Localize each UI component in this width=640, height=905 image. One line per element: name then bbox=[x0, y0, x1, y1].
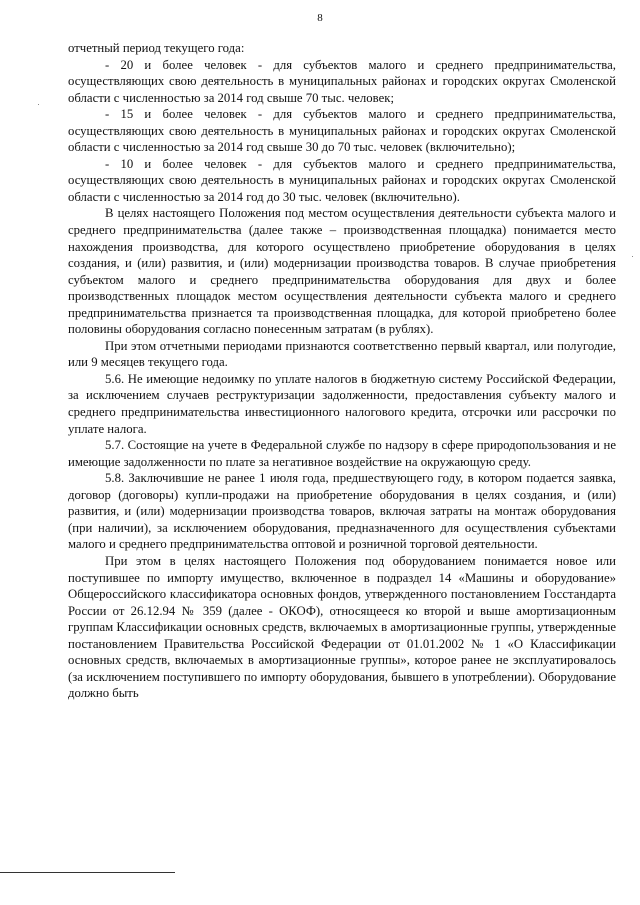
page-number: 8 bbox=[317, 12, 323, 24]
scan-speck bbox=[38, 104, 39, 105]
paragraph-clause-5-7: 5.7. Состоящие на учете в Федеральной службе по надзору в сфере природопользования и не имеющие задолженности по плате за негативное воздействие на окружающую среду. bbox=[68, 438, 616, 469]
paragraph-equipment-definition: При этом в целях настоящего Положения под оборудованием понимается новое или поступившее по импорту имущество, включенное в подраздел 14 «Машины и оборудование» Общероссийского классификатора основных фондов, утвержденного постановлением Госстандарта России от 26.12.94 № 359 (далее - ОКОФ), относящееся ко второй и выше амортизационным группам Классификации основных средств, включаемых в амортизационные группы, утвержденные постановлением Правительства Российской Федерации от 01.01.2002 № 1 «О Классификации основных средств, включаемых в амортизационные группы», которое ранее не эксплуатировалось (за исключением поступившего по импорту оборудования, бывшего в употреблении). Оборудование должно быть bbox=[68, 553, 616, 701]
document-body bbox=[68, 40, 616, 702]
paragraph-clause-5-6: 5.6. Не имеющие недоимку по уплате налогов в бюджетную систему Российской Федерации, за исключением случаев реструктуризации задолженности, предоставления субъекту малого и среднего предпринимательства инвестиционного налогового кредита, отсрочки или рассрочки по уплате налога. bbox=[68, 371, 616, 436]
footnote-rule bbox=[0, 872, 175, 873]
paragraph-reporting-periods: При этом отчетными периодами признаются соответственно первый квартал, или полугодие, или 9 месяцев текущего года. bbox=[68, 338, 616, 370]
paragraph-clause-5-8: 5.8. Заключившие не ранее 1 июля года, предшествующего году, в котором подается заявка, договор (договоры) купли-продажи на приобретение оборудования в целях создания, и (или) развития, и (или) модернизации производства товаров, включая затраты на монтаж оборудования (при наличии), за исключением оборудования, предназначенного для осуществления субъектами малого и среднего предпринимательства оптовой и розничной торговой деятельности. bbox=[68, 471, 616, 552]
paragraph-criterion-10: - 10 и более человек - для субъектов малого и среднего предпринимательства, осуществляющих свою деятельность в муниципальных районах и городских округах Смоленской области с численностью за 2014 год до 30 тыс. человек (включительно). bbox=[68, 156, 616, 204]
paragraph-criterion-15: - 15 и более человек - для субъектов малого и среднего предпринимательства, осуществляющих свою деятельность в муниципальных районах и городских округах Смоленской области с численностью за 2014 год свыше 30 до 70 тыс. человек (включительно); bbox=[68, 107, 616, 155]
paragraph-criterion-20: - 20 и более человек - для субъектов малого и среднего предпринимательства, осуществляющих свою деятельность в муниципальных районах и городских округах Смоленской области с численностью за 2014 год свыше 70 тыс. человек; bbox=[68, 57, 616, 105]
scan-speck bbox=[632, 256, 633, 257]
paragraph-reporting-period: отчетный период текущего года: bbox=[68, 41, 245, 55]
paragraph-production-site: В целях настоящего Положения под местом осуществления деятельности субъекта малого и среднего предпринимательства (далее также – производственная площадка) понимается место нахождения производства, для которого осуществлено приобретение оборудования в целях создания, и (или) развития, и (или) модернизации производства товаров. В случае приобретения субъектом малого и среднего предпринимательства оборудования для двух и более производственных площадок местом осуществления деятельности субъекта малого и среднего предпринимательства признается та производственная площадка, для которой приобретено более половины оборудования согласно понесенным затратам (в рублях). bbox=[68, 206, 616, 337]
